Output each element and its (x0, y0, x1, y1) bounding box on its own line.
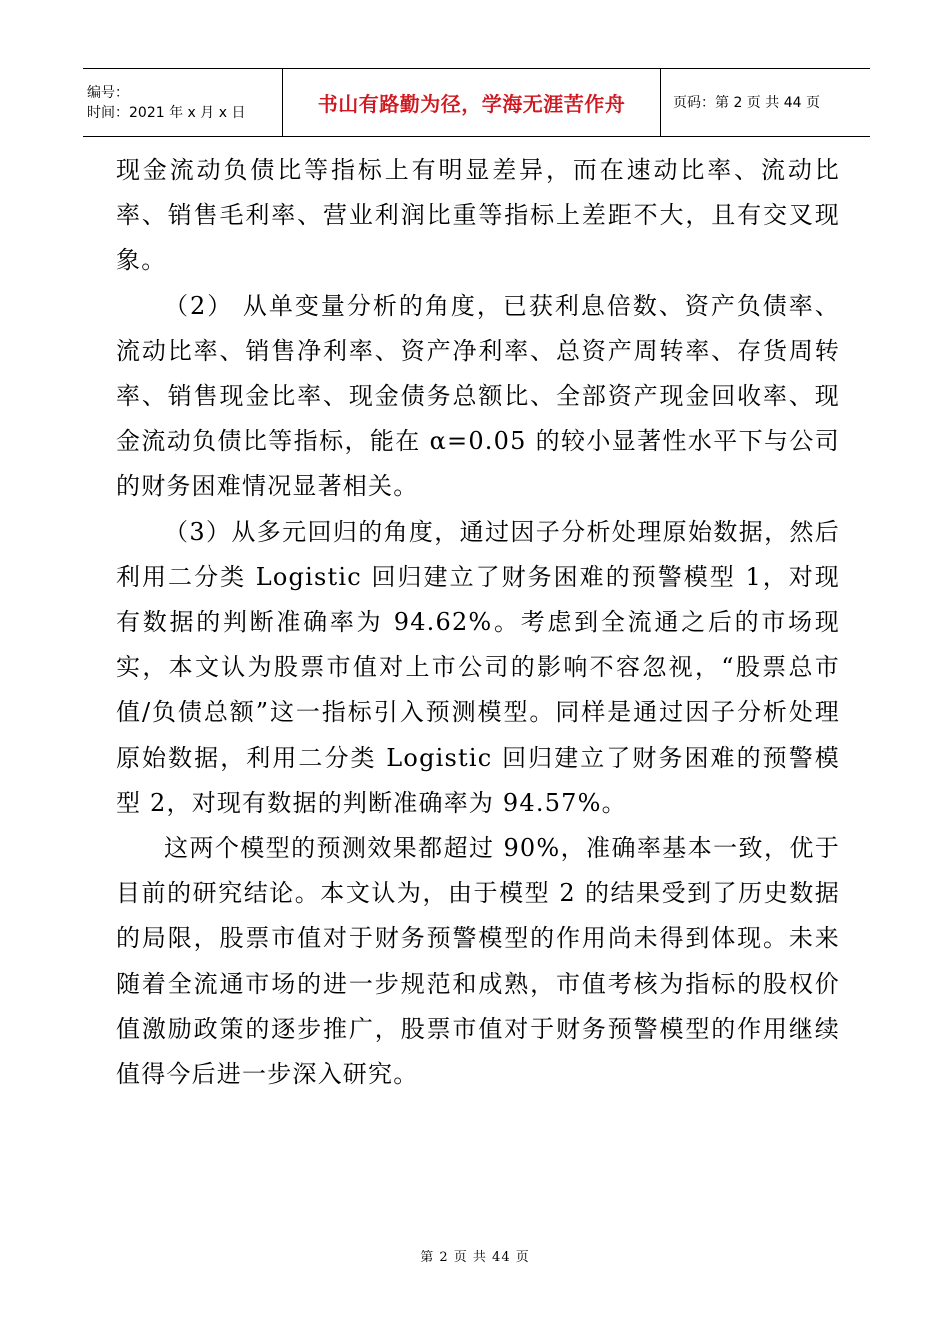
header-meta-cell (83, 69, 283, 137)
header-page-number: 页码：第 2 页 共 44 页 (673, 94, 820, 111)
header-motto: 书山有路勤为径，学海无涯苦作舟 (317, 92, 626, 116)
document-number: 编号： (87, 84, 129, 101)
paragraph-conclusion: 这两个模型的预测效果都超过 90%，准确率基本一致，优于目前的研究结论。本文认为，由于模型 2 的结果受到了历史数据的局限，股票市值对于财务预警模型的作用尚未得到体现。未来随着全流通市场的进一步规范和成熟，市值考核为指标的股权价值激励政策的逐步推广，股票市值对于财务预警模型的作用继续值得今后进一步深入研究。 (116, 834, 840, 1089)
paragraph-multivariate-regression: （3）从多元回归的角度，通过因子分析处理原始数据，然后利用二分类 Logistic 回归建立了财务困难的预警模型 1，对现有数据的判断准确率为 94.62%。考虑到全流通之后的市场现实，本文认为股票市值对上市公司的影响不容忽视，“股票总市值/负债总额”这一指标引入预测模型。同样是通过因子分析处理原始数据，利用二分类 Logistic 回归建立了财务困难的预警模型 2，对现有数据的判断准确率为 94.57%。 (116, 517, 840, 817)
page-header (83, 68, 870, 137)
document-body (116, 148, 840, 1097)
header-page-cell (661, 69, 871, 137)
document-date: 时间：2021 年 x 月 x 日 (87, 104, 246, 121)
page-footer: 第 2 页 共 44 页 (420, 1250, 530, 1265)
paragraph-continuation: 现金流动负债比等指标上有明显差异，而在速动比率、流动比率、销售毛利率、营业利润比重等指标上差距不大，且有交叉现象。 (116, 156, 840, 275)
paragraph-univariate-analysis: （2） 从单变量分析的角度，已获利息倍数、资产负债率、流动比率、销售净利率、资产净利率、总资产周转率、存货周转率、销售现金比率、现金债务总额比、全部资产现金回收率、现金流动负债比等指标，能在 α=0.05 的较小显著性水平下与公司的财务困难情况显著相关。 (116, 291, 840, 501)
header-motto-cell (283, 69, 661, 137)
